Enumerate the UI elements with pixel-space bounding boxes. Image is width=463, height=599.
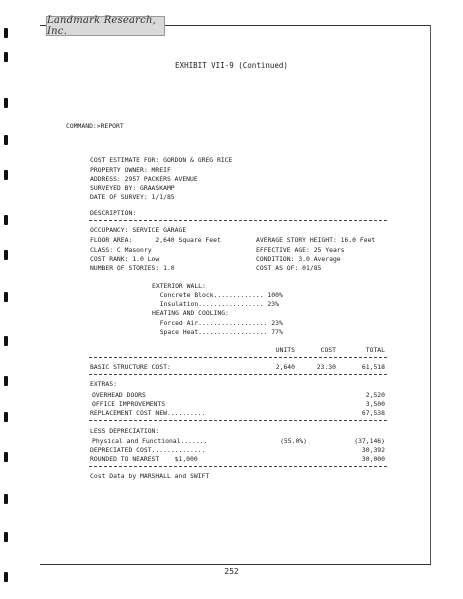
footer-rule bbox=[40, 564, 431, 565]
component-concrete: Concrete Block............. 100% bbox=[152, 291, 283, 299]
component-forced-air: Forced Air.................. 23% bbox=[152, 319, 283, 327]
exhibit-title: EXHIBIT VII-9 (Continued) bbox=[175, 61, 288, 70]
occupancy: OCCUPANCY: SERVICE GARAGE bbox=[90, 226, 187, 234]
basic-cost-total: 61,518 bbox=[361, 363, 385, 371]
rounded-total: 30,000 bbox=[361, 455, 385, 463]
divider bbox=[89, 420, 387, 421]
divider bbox=[89, 466, 387, 467]
story-height: AVERAGE STORY HEIGHT: 16.0 Feet bbox=[256, 236, 376, 244]
basic-cost-label: BASIC STRUCTURE COST: bbox=[90, 363, 171, 371]
col-header-total: TOTAL bbox=[365, 346, 385, 354]
depreciated-cost-total: 30,392 bbox=[361, 446, 385, 454]
number-of-stories: NUMBER OF STORIES: 1.0 bbox=[90, 264, 175, 272]
physical-functional-label: Physical and Functional....... bbox=[92, 437, 208, 445]
class: CLASS: C Masonry bbox=[90, 246, 152, 254]
basic-cost-units: 2,640 bbox=[275, 363, 295, 371]
binder-hole bbox=[4, 376, 8, 386]
heating-cooling-label: HEATING AND COOLING: bbox=[152, 309, 229, 317]
extra-office-improvements-total: 3,500 bbox=[365, 400, 385, 408]
physical-functional-total: (37,146) bbox=[354, 437, 385, 445]
physical-functional-pct: (55.0%) bbox=[280, 437, 307, 445]
divider bbox=[89, 374, 387, 375]
surveyed-by: SURVEYED BY: GRAASKAMP bbox=[90, 184, 175, 192]
rounded-label: ROUNDED TO NEAREST $1,000 bbox=[90, 455, 198, 463]
binder-hole bbox=[4, 292, 8, 302]
command-line: COMMAND:>REPORT bbox=[66, 122, 124, 130]
depreciated-cost-label: DEPRECIATED COST.............. bbox=[90, 446, 206, 454]
col-header-units: UNITS bbox=[275, 346, 295, 354]
binder-hole bbox=[4, 412, 8, 422]
condition: CONDITION: 3.0 Average bbox=[256, 255, 341, 263]
cost-rank: COST RANK: 1.0 Low bbox=[90, 255, 160, 263]
page-number: 252 bbox=[224, 567, 239, 576]
binder-hole bbox=[4, 98, 8, 108]
effective-age: EFFECTIVE AGE: 25 Years bbox=[256, 246, 345, 254]
extra-overhead-doors: OVERHEAD DOORS bbox=[92, 391, 146, 399]
description-label: DESCRIPTION: bbox=[90, 209, 137, 217]
margin-rule bbox=[430, 25, 431, 565]
survey-date: DATE OF SURVEY: 1/1/85 bbox=[90, 193, 175, 201]
cost-as-of: COST AS OF: 01/85 bbox=[256, 264, 322, 272]
exterior-wall-label: EXTERIOR WALL: bbox=[152, 282, 206, 290]
binder-hole bbox=[4, 336, 8, 346]
replacement-cost-total: 67,538 bbox=[361, 409, 385, 417]
less-depreciation-label: LESS DEPRECIATION: bbox=[90, 427, 160, 435]
binder-hole bbox=[4, 452, 8, 462]
binder-hole bbox=[4, 494, 8, 504]
extras-label: EXTRAS: bbox=[90, 380, 117, 388]
address: ADDRESS: 2957 PACKERS AVENUE bbox=[90, 175, 198, 183]
divider bbox=[89, 220, 387, 221]
binder-hole bbox=[4, 170, 8, 180]
floor-area: FLOOR AREA: 2,640 Square Feet bbox=[90, 236, 221, 244]
component-insulation: Insulation................. 23% bbox=[152, 300, 279, 308]
company-logo: Landmark Research, Inc. bbox=[46, 16, 165, 36]
binder-hole bbox=[4, 250, 8, 260]
estimate-for: COST ESTIMATE FOR: GORDON & GREG RICE bbox=[90, 156, 233, 164]
binder-hole bbox=[4, 532, 8, 542]
divider bbox=[89, 357, 387, 358]
col-header-cost: COST bbox=[320, 346, 336, 354]
cost-data-source: Cost Data by MARSHALL and SWIFT bbox=[90, 472, 210, 480]
binder-hole bbox=[4, 28, 8, 38]
component-space-heat: Space Heat.................. 77% bbox=[152, 328, 283, 336]
replacement-cost-label: REPLACEMENT COST NEW.......... bbox=[90, 409, 206, 417]
binder-hole bbox=[4, 215, 8, 225]
extra-office-improvements: OFFICE IMPROVEMENTS bbox=[92, 400, 166, 408]
extra-overhead-doors-total: 2,520 bbox=[365, 391, 385, 399]
binder-hole bbox=[4, 135, 8, 145]
property-owner: PROPERTY OWNER: MREIF bbox=[90, 166, 171, 174]
basic-cost-rate: 23.30 bbox=[316, 363, 336, 371]
